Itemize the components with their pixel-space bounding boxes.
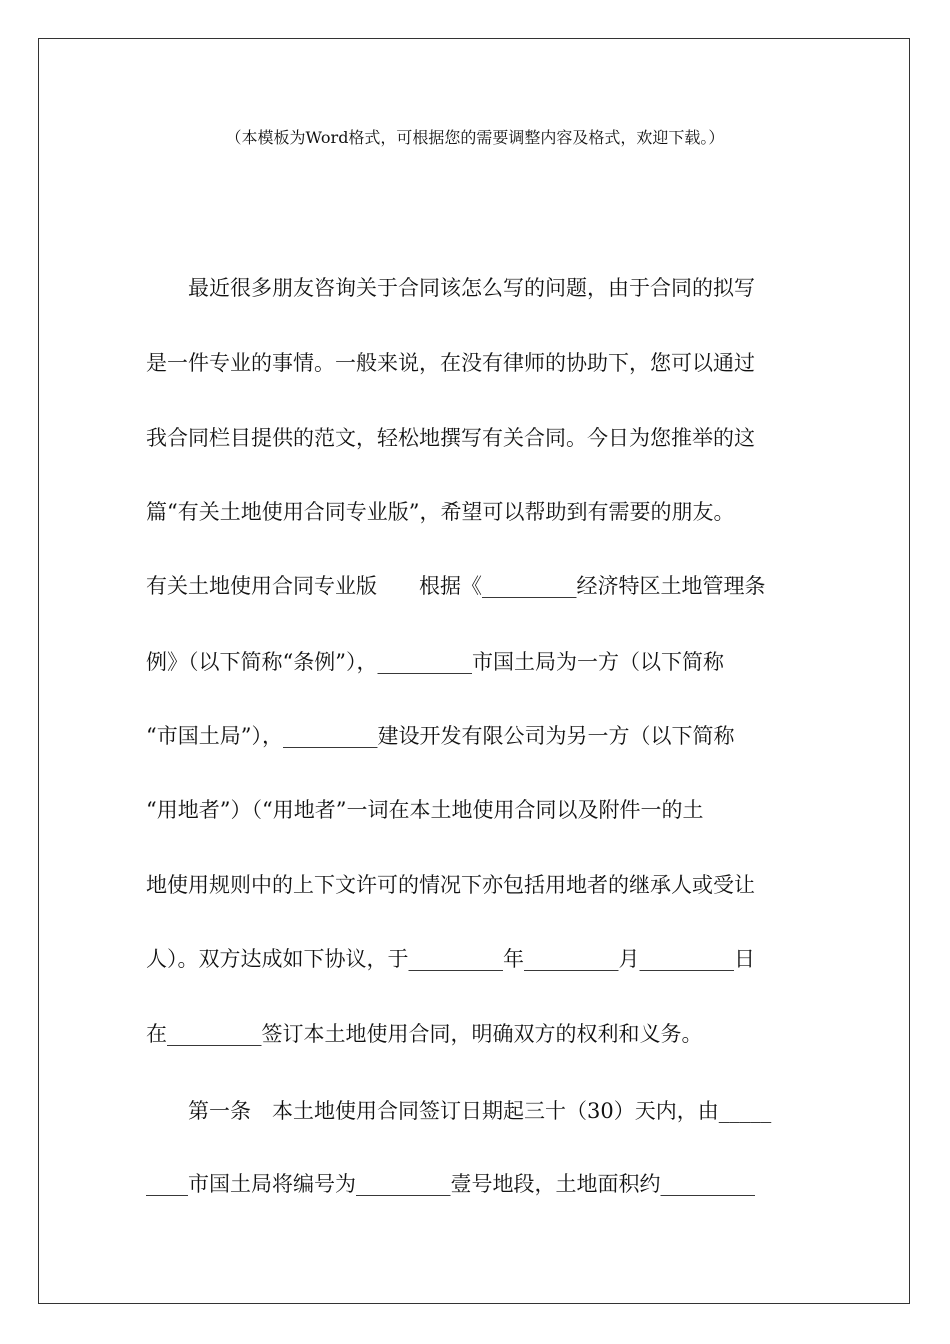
body-line-6: 例》（以下简称“条例”），_________市国土局为一方（以下简称 [146,650,724,674]
body-line-10: 人）。双方达成如下协议，于_________年_________月_________日 [146,947,755,971]
body-line-2: 是一件专业的事情。一般来说，在没有律师的协助下，您可以通过 [146,351,755,375]
article-1-line-1: 第一条 本土地使用合同签订日期起三十（30）天内，由_____ [146,1099,772,1123]
body-line-9: 地使用规则中的上下文许可的情况下亦包括用地者的继承人或受让 [146,873,755,897]
body-line-7: “市国土局”），_________建设开发有限公司为另一方（以下简称 [146,724,735,748]
body-line-8: “用地者”）（“用地者”一词在本土地使用合同以及附件一的土 [146,798,704,822]
body-line-1: 最近很多朋友咨询关于合同该怎么写的问题，由于合同的拟写 [146,276,755,300]
article-1-line-2: ____市国土局将编号为_________壹号地段，土地面积约_________ [146,1172,755,1196]
body-line-5: 有关土地使用合同专业版 根据《_________经济特区土地管理条 [146,574,766,598]
template-note: （本模板为Word格式，可根据您的需要调整内容及格式，欢迎下载。） [225,128,725,147]
body-line-4: 篇“有关土地使用合同专业版”，希望可以帮助到有需要的朋友。 [146,500,735,524]
body-line-3: 我合同栏目提供的范文，轻松地撰写有关合同。今日为您推举的这 [146,426,755,450]
body-line-11: 在_________签订本土地使用合同，明确双方的权利和义务。 [146,1022,703,1046]
